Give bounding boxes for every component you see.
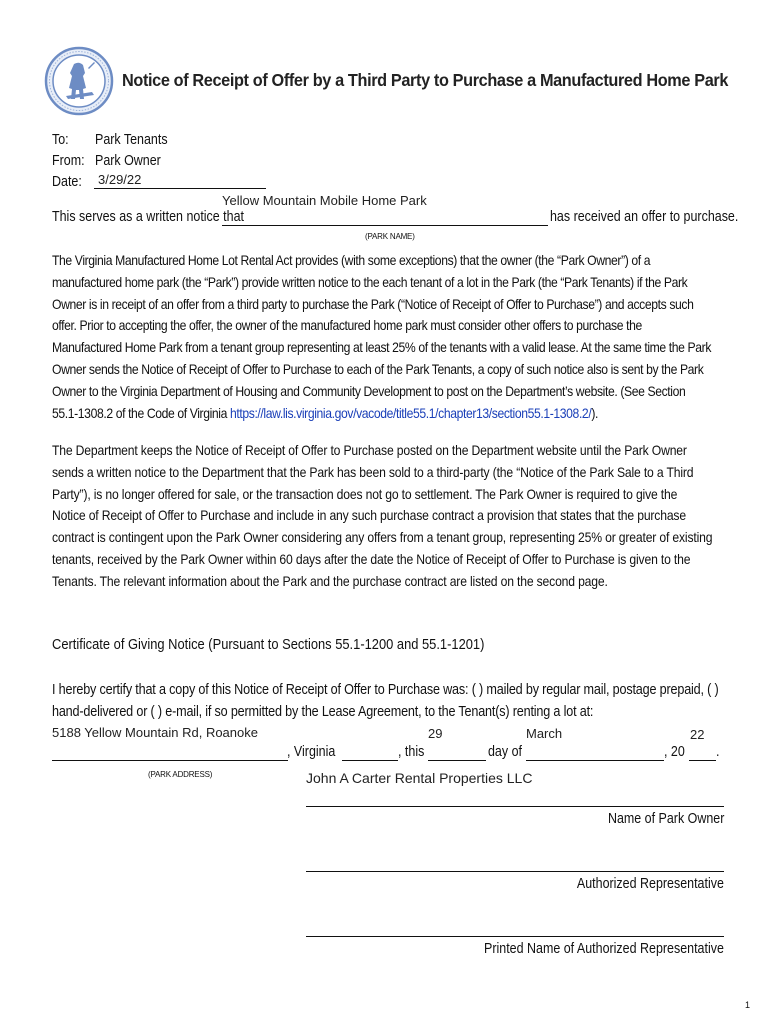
year-prefix-text: , 20 — [664, 744, 685, 760]
code-of-virginia-link[interactable]: https://law.lis.virginia.gov/vacode/title55.1/chapter13/section55.1-1308.2/ — [229, 404, 592, 421]
to-label: To: — [52, 132, 69, 148]
date-field[interactable]: 3/29/22 — [98, 172, 142, 187]
paragraph-1-text: The Virginia Manufactured Home Lot Rental Act provides (with some exceptions) that the owner (the “Park Owner”) of a manufactured home park (the “Park”) provide written notice to the each tenant of a lot in the Park (the “Park Tenants) if the Park Owner is in receipt of an offer from a third party to purchase the Park (“Notice of Receipt of Offer to Purchase”) and accepts such offer. Prior to accepting the offer, the owner of the manufactured home park must consider other offers to purchase the Manufactured Home Park from a tenant group representing at least 25% of the tenants with a valid lease. At the same time the Park Owner sends the Notice of Receipt of Offer to Purchase to each of the Park Tenants, a copy of such notice also is sent by the Park Owner to the Virginia Department of Housing and Community Development to post on the Department’s website. (See Section 55.1-1308.2 of the Code of Virginia — [52, 252, 712, 421]
certificate-heading: Certificate of Giving Notice (Pursuant to Sections 55.1-1200 and 55.1-1201) — [52, 636, 485, 653]
notice-suffix: has received an offer to purchase. — [550, 209, 739, 225]
month-underline — [526, 760, 664, 761]
paragraph-2-text: The Department keeps the Notice of Receipt of Offer to Purchase posted on the Department website until the Park Owner sends a written notice to the Department that the Park has been sold to a third-party (the “Notice of the Park Sale to a Third Party”), is no longer offered for sale, or the transaction does not go to settlement. The Park Owner is required to give the Notice of Receipt of Offer to Purchase and include in any such purchase contract a provision that states that the purchase contract is contingent upon the Park Owner considering any offers from a tenant group, representing 25% or greater of existing tenants, received by the Park Owner within 60 days after the date the Notice of Receipt of Offer to Purchase is given to the Tenants. The relevant information about the Park and the purchase contract are listed on the second page. — [52, 442, 713, 589]
paragraph-1-end: ). — [591, 404, 598, 421]
park-address-field[interactable]: 5188 Yellow Mountain Rd, Roanoke — [52, 725, 258, 740]
from-value: Park Owner — [95, 153, 161, 169]
from-label: From: — [52, 153, 85, 169]
certify-statement — [52, 680, 739, 724]
park-name-underline — [222, 225, 548, 226]
address-underline — [52, 760, 288, 761]
paragraph-act-description — [52, 250, 713, 424]
day-field[interactable]: 29 — [428, 726, 443, 741]
certify-text: I hereby certify that a copy of this Notice of Receipt of Offer to Purchase was: ( ) mailed by regular mail, postage prepaid, ( ) hand-delivered or ( ) e-mail, if so permitted by the Lease Agreement, to the Tenant(s) renting a lot at: — [52, 682, 719, 720]
authorized-rep-label: Authorized Representative — [577, 876, 724, 892]
page-number: 1 — [744, 1000, 750, 1010]
virginia-seal-logo — [44, 46, 114, 116]
park-owner-field[interactable]: John A Carter Rental Properties LLC — [306, 770, 533, 786]
this-text: , this — [398, 744, 425, 760]
name-of-owner-label: Name of Park Owner — [607, 811, 724, 827]
park-address-caption: (PARK ADDRESS) — [148, 770, 213, 779]
printed-name-label: Printed Name of Authorized Representative — [484, 941, 724, 957]
date-underline — [94, 188, 266, 189]
to-value: Park Tenants — [95, 132, 168, 148]
park-name-caption: (PARK NAME) — [365, 232, 415, 241]
year-underline — [689, 760, 716, 761]
notice-prefix: This serves as a written notice that — [52, 209, 244, 225]
page-title: Notice of Receipt of Offer by a Third Party to Purchase a Manufactured Home Park — [122, 70, 729, 90]
blank-underline — [342, 760, 398, 761]
park-name-field[interactable]: Yellow Mountain Mobile Home Park — [222, 193, 427, 208]
paragraph-department — [52, 440, 713, 593]
month-field[interactable]: March — [526, 726, 563, 741]
date-label: Date: — [52, 174, 82, 190]
authorized-rep-underline[interactable] — [306, 871, 724, 872]
virginia-text: , Virginia — [287, 744, 336, 760]
year-field[interactable]: 22 — [690, 727, 705, 742]
day-underline — [428, 760, 486, 761]
period-text: . — [716, 744, 720, 760]
printed-name-underline[interactable] — [306, 936, 724, 937]
day-of-text: day of — [488, 744, 522, 760]
owner-name-underline — [306, 806, 724, 807]
